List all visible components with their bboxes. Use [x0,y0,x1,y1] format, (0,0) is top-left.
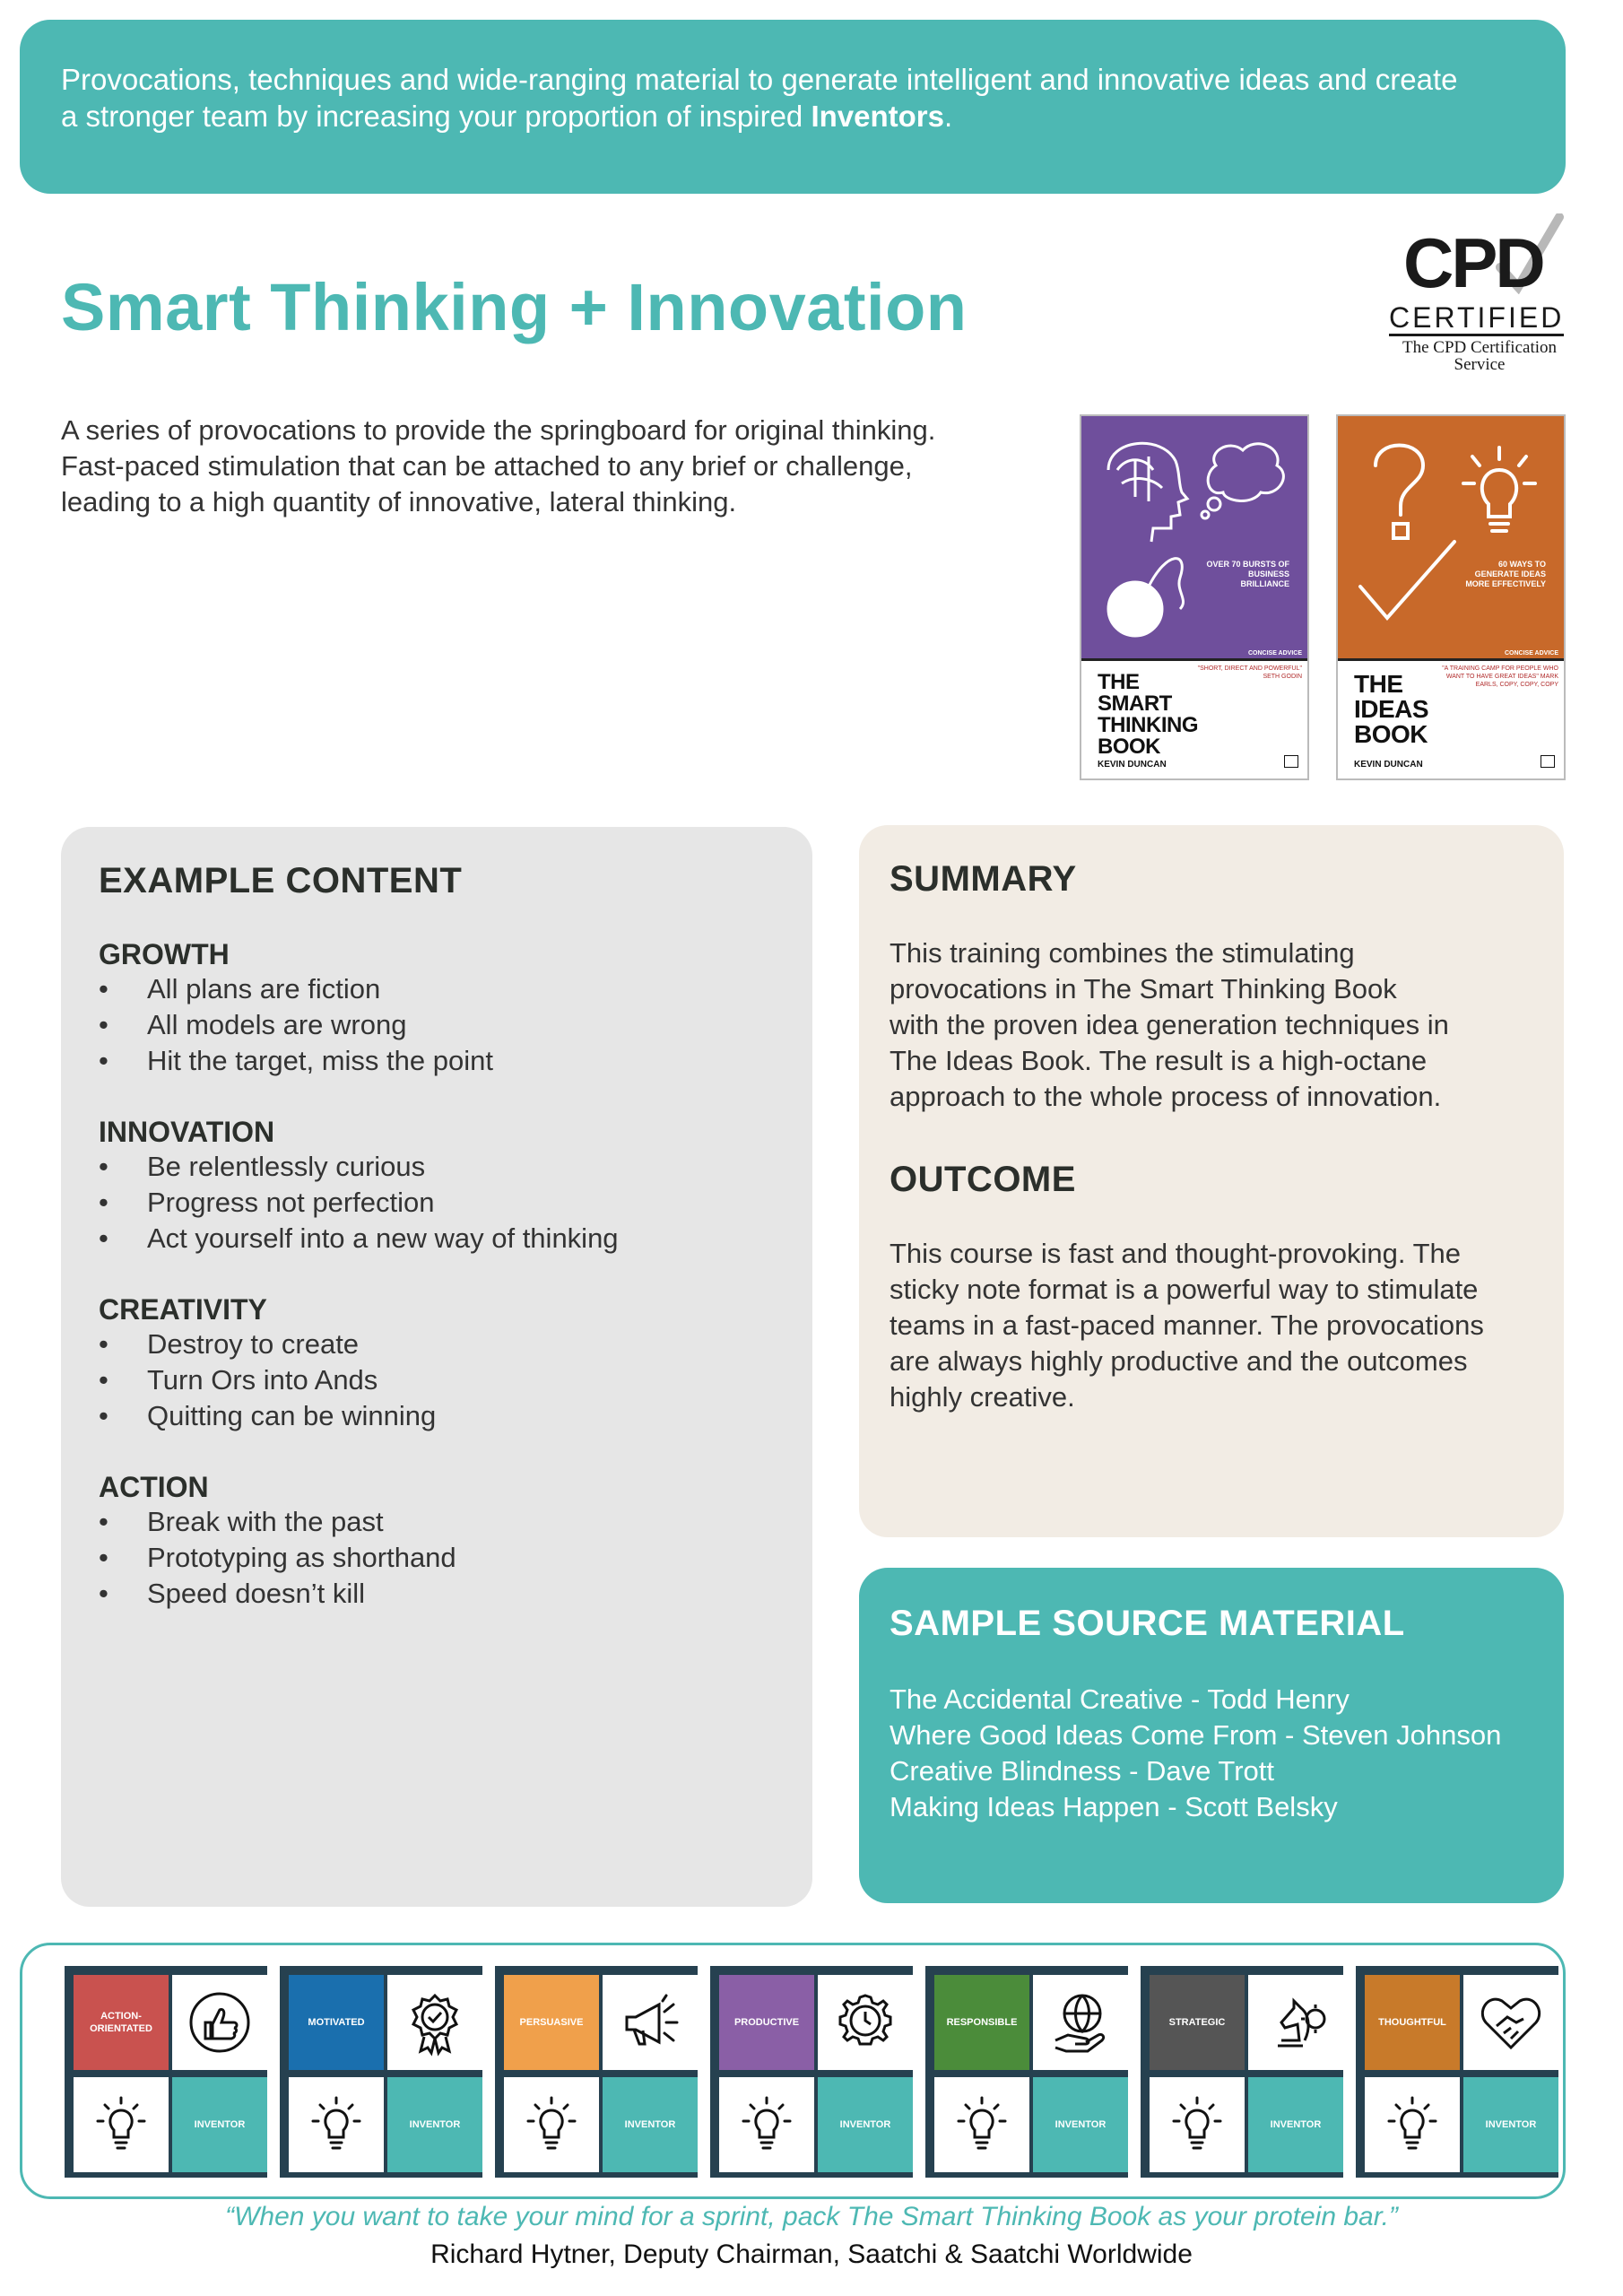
book-author: KEVIN DUNCAN [1354,760,1423,770]
trait-label-tile [719,1975,814,2070]
inventor-tile [603,2077,698,2172]
inventor-label: INVENTOR [624,2119,676,2130]
list-item: • Act yourself into a new way of thinking [99,1221,775,1257]
award-ribbon-icon [401,1988,469,2057]
trait-icon-tile [1463,1975,1558,2070]
publisher-logo [1284,755,1298,768]
book-cover-art [1081,416,1307,658]
source-item: The Accidental Creative - Todd Henry [890,1683,1350,1715]
trait-label-tile [504,1975,599,2070]
book-title-area [1081,650,1307,778]
trait-icon-tile [1033,1975,1128,2070]
testimonial-quote: “When you want to take your mind for a sprint, pack The Smart Thinking Book as your protein bar.” [225,2202,1398,2231]
chess-knight-icon [1262,1988,1330,2057]
intro-banner [20,20,1566,194]
inventor-tile [1248,2077,1343,2172]
growth-list [99,971,775,1079]
example-content-panel [61,827,812,1907]
source-item: Where Good Ideas Come From - Steven Johnson [890,1719,1502,1751]
trait-icon-tile [1248,1975,1343,2070]
trait-icon-tile [818,1975,913,2070]
list-item: • All plans are fiction [99,971,775,1007]
thumbs-up-icon [186,1988,254,2057]
book-cover-smart-thinking [1080,414,1309,780]
trait-label: PERSUASIVE [519,2017,584,2028]
lightbulb-icon [517,2091,586,2159]
list-item: • Quitting can be winning [99,1398,775,1434]
list-item: • Progress not perfection [99,1185,775,1221]
trait-label: ACTION-ORIENTATED [90,2011,152,2034]
testimonial-attribution: Richard Hytner, Deputy Chairman, Saatchi & Saatchi Worldwide [430,2239,1193,2269]
action-list [99,1504,775,1612]
inventor-label: INVENTOR [1055,2119,1107,2130]
trait-label: STRATEGIC [1168,2017,1226,2028]
inventor-label: INVENTOR [1485,2119,1537,2130]
lightbulb-tile [719,2077,814,2172]
list-item: • Speed doesn’t kill [99,1576,775,1612]
list-item: • Break with the past [99,1504,775,1540]
lightbulb-tile [934,2077,1029,2172]
example-content-heading: EXAMPLE CONTENT [99,861,463,900]
sources-heading: SAMPLE SOURCE MATERIAL [890,1604,1405,1643]
cpd-certified-logo [1385,222,1578,375]
trait-icon-tile [603,1975,698,2070]
intro-paragraph: A series of provocations to provide the springboard for original thinking. Fast-paced stimulation that can be attached to any brief or challenge, leading to a high quantity of innovative, lateral thinking. [61,414,936,517]
book-title-area [1338,650,1564,778]
trait-label: THOUGHTFUL [1378,2017,1446,2028]
book-quote: "A TRAINING CAMP FOR PEOPLE WHO WANT TO HAVE GREAT IDEAS" MARK EARLS, COPY, COPY, COPY [1442,665,1558,688]
summary-heading: SUMMARY [890,859,1077,899]
inventor-tile [387,2077,482,2172]
book-tagline: 60 WAYS TO GENERATE IDEAS MORE EFFECTIVELY [1465,560,1546,588]
list-item: • Prototyping as shorthand [99,1540,775,1576]
trait-card-persuasive [495,1966,698,2178]
book-series: CONCISE ADVICE [1247,650,1302,657]
publisher-logo [1541,755,1555,768]
trait-label-tile [934,1975,1029,2070]
list-item: • Turn Ors into Ands [99,1362,775,1398]
summary-text: This training combines the stimulating provocations in The Smart Thinking Book with the proven idea generation techniques in The Ideas Book. The result is a high-octane approach to the whole process of innovation. [890,937,1449,1112]
lightbulb-icon [733,2091,801,2159]
inventor-label: INVENTOR [409,2119,461,2130]
inventor-tile [172,2077,267,2172]
banner-text: Provocations, techniques and wide-ranging material to generate intelligent and innovative ideas and create a stronger team by increasing your proportion of inspired Inventors. [61,63,1458,133]
trait-card-motivated [280,1966,482,2178]
lightbulb-icon [1378,2091,1446,2159]
book-author: KEVIN DUNCAN [1098,760,1167,770]
cpd-certified-text: CERTIFIED [1389,301,1564,336]
inventor-tile [1033,2077,1128,2172]
lightbulb-tile [1365,2077,1460,2172]
creativity-list [99,1326,775,1434]
trait-icon-tile [387,1975,482,2070]
list-item: • Destroy to create [99,1326,775,1362]
megaphone-icon [616,1988,684,2057]
list-item: • All models are wrong [99,1007,775,1043]
lightbulb-icon [87,2091,155,2159]
trait-label: MOTIVATED [308,2017,365,2028]
sources-list [890,1682,1533,1825]
book-cover-art [1338,416,1564,658]
section-title-creativity: CREATIVITY [99,1293,267,1326]
lightbulb-tile [504,2077,599,2172]
section-title-growth: GROWTH [99,938,230,970]
trait-card-thoughtful [1356,1966,1558,2178]
cpd-service-text: The CPD Certification Service [1402,338,1558,374]
section-title-innovation: INNOVATION [99,1116,275,1148]
inventor-label: INVENTOR [194,2119,246,2130]
lightbulb-icon [302,2091,370,2159]
sample-source-panel [859,1568,1564,1903]
book-tagline: OVER 70 BURSTS OF BUSINESS BRILLIANCE [1206,560,1289,588]
trait-label-tile [1150,1975,1245,2070]
list-item: • Hit the target, miss the point [99,1043,775,1079]
book-quote: "SHORT, DIRECT AND POWERFUL" SETH GODIN [1197,665,1302,680]
globe-hand-icon [1046,1988,1115,2057]
trait-card-strategic [1141,1966,1343,2178]
source-item: Creative Blindness - Dave Trott [890,1755,1275,1787]
trait-label-tile [289,1975,384,2070]
lightbulb-icon [948,2091,1016,2159]
book-title: THE SMART THINKING BOOK [1098,670,1198,759]
book-cover-ideas-book [1336,414,1566,780]
inventor-tile [818,2077,913,2172]
trait-label: PRODUCTIVE [733,2017,800,2028]
gear-clock-icon [831,1988,899,2057]
question-bulb-tick-icon [1338,416,1564,658]
trait-label-tile [74,1975,169,2070]
outcome-heading: OUTCOME [890,1160,1076,1199]
inventor-tile [1463,2077,1558,2172]
lightbulb-tile [289,2077,384,2172]
heart-handshake-icon [1477,1988,1545,2057]
list-item: • Be relentlessly curious [99,1149,775,1185]
innovation-list [99,1149,775,1257]
lightbulb-tile [74,2077,169,2172]
lightbulb-tile [1150,2077,1245,2172]
trait-card-action-orientated [65,1966,267,2178]
trait-label-tile [1365,1975,1460,2070]
inventor-label: INVENTOR [1270,2119,1322,2130]
book-title: THE IDEAS BOOK [1354,670,1429,748]
outcome-text: This course is fast and thought-provoking. The sticky note format is a powerful way to stimulate teams in a fast-paced manner. The provocations are always highly productive and the outcomes highly creative. [890,1238,1484,1413]
trait-label: RESPONSIBLE [946,2017,1018,2028]
inventor-label: INVENTOR [839,2119,891,2130]
summary-outcome-panel [859,825,1564,1537]
trait-card-responsible [925,1966,1128,2178]
cpd-logo-letters: CPD [1403,223,1543,302]
page-title: Smart Thinking + Innovation [61,270,968,344]
brain-bubble-bomb-icon [1081,416,1307,658]
book-series: CONCISE ADVICE [1504,650,1558,657]
lightbulb-icon [1163,2091,1231,2159]
section-title-action: ACTION [99,1471,209,1503]
source-item: Making Ideas Happen - Scott Belsky [890,1791,1338,1822]
trait-card-productive [710,1966,913,2178]
trait-icon-tile [172,1975,267,2070]
